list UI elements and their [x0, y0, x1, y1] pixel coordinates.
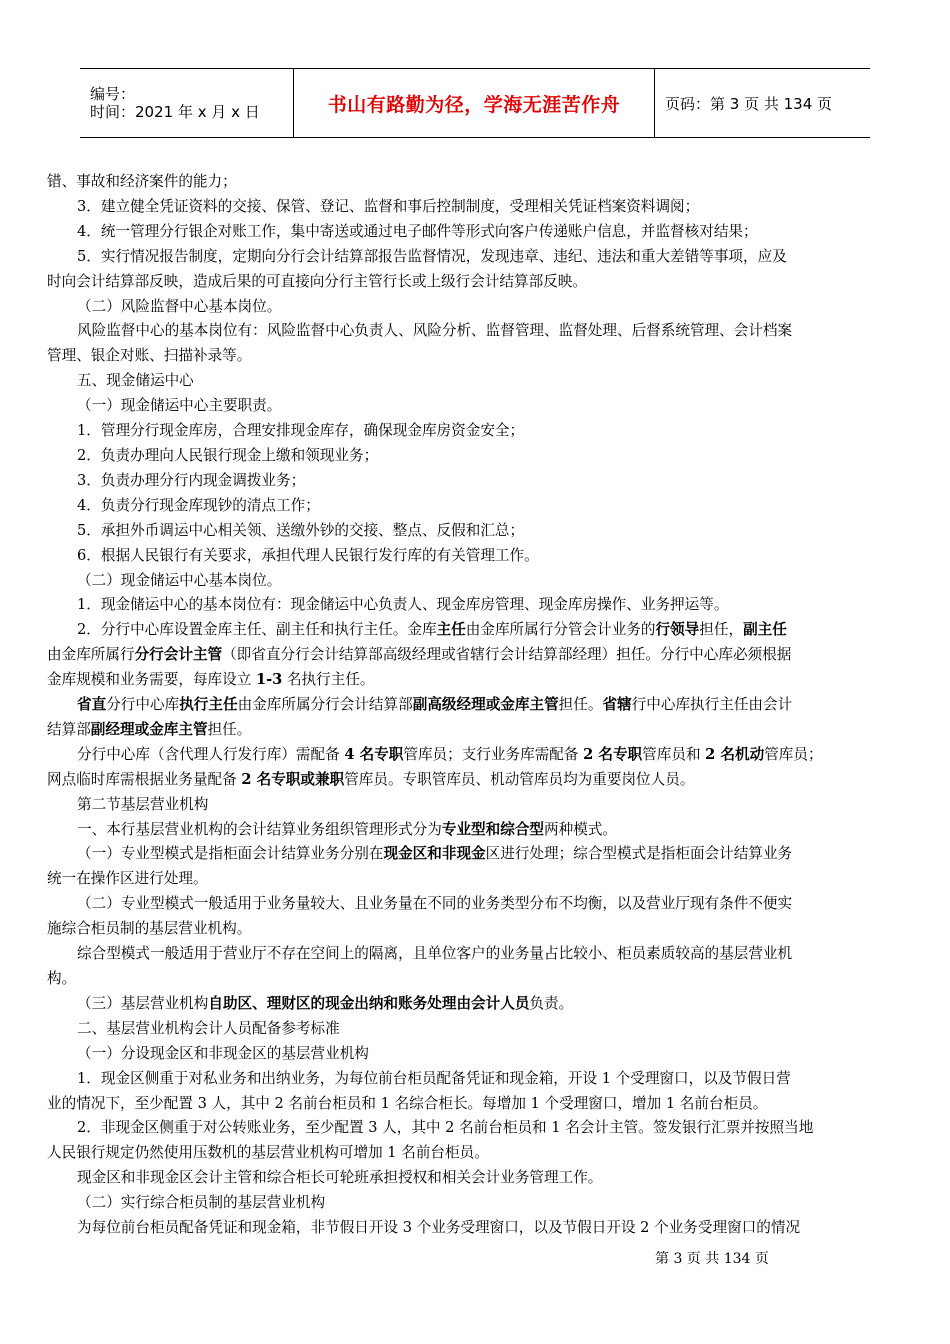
text-line: 构。 [47, 970, 77, 987]
header-page-info: 页码：第 3 页 共 134 页 [665, 94, 833, 113]
text-line: 管理、银企对账、扫描补录等。 [47, 347, 252, 365]
bold-run: 现金区和非现金 [383, 845, 486, 863]
bold-run: 副经理或金库主管 [90, 720, 208, 738]
text-line: 2．非现金区侧重于对公转账业务，至少配置 3 人，其中 2 名前台柜员和 1 名会计主管。签发银行汇票并按照当地 [77, 1119, 814, 1137]
header-page-info-cell [655, 69, 870, 137]
section-heading: （一）现金储运中心主要职责。 [77, 397, 282, 415]
bold-run: 副高级经理或金库主管 [412, 696, 559, 714]
text-run: （三）基层营业机构 [77, 994, 209, 1012]
text-line [47, 743, 907, 768]
section-heading: （一）分设现金区和非现金区的基层营业机构 [77, 1044, 369, 1062]
section-heading: 二、基层营业机构会计人员配备参考标准 [77, 1019, 340, 1037]
text-line: 2．负责办理向人民银行现金上缴和领现业务； [77, 446, 379, 464]
text-line [47, 693, 907, 718]
text-line: （二）专业型模式一般适用于业务量较大、且业务量在不同的业务类型分布不均衡，以及营业厅现有条件不便实 [77, 895, 793, 913]
text-run: 担任， [699, 621, 744, 639]
text-line: 5．实行情况报告制度，定期向分行会计结算部报告监督情况，发现违章、违纪、违法和重大差错等事项，应及 [77, 247, 787, 265]
text-run: 网点临时库需根据业务量配备 [47, 770, 242, 788]
text-run: （一）专业型模式是指柜面会计结算业务分别在 [77, 845, 384, 863]
text-run: 区进行处理；综合型模式是指柜面会计结算业务 [485, 845, 793, 863]
footer-page-number: 第 3 页 共 134 页 [655, 1251, 769, 1267]
bold-run: 1-3 [255, 671, 283, 689]
text-line: 现金区和非现金区会计主管和综合柜长可轮班承担授权和相关会计业务管理工作。 [77, 1169, 603, 1187]
section-heading: （二）实行综合柜员制的基层营业机构 [77, 1194, 326, 1212]
text-line [47, 718, 907, 743]
text-line [47, 618, 907, 643]
text-line: 5．承担外币调运中心相关领、送缴外钞的交接、整点、反假和汇总； [77, 521, 525, 539]
doc-time-label: 时间：2021 年 x 月 x 日 [90, 103, 260, 121]
header-motto: 书山有路勤为径，学海无涯苦作舟 [327, 93, 621, 116]
text-line: 时向会计结算部反映，造成后果的可直接向分行主管行长或上级行会计结算部反映。 [47, 272, 587, 290]
text-run: 管库员；支行业务库需配备 [403, 745, 584, 763]
bold-run: 行领导 [655, 621, 700, 639]
text-line [47, 643, 907, 668]
text-run: 行中心库执行主任由会计 [631, 696, 793, 714]
text-run: 负责。 [529, 994, 574, 1012]
text-run: 分行中心库 [106, 696, 180, 714]
text-run: 一、本行基层营业机构的会计结算业务组织管理形式分为 [77, 820, 442, 838]
text-line: 综合型模式一般适用于营业厅不存在空间上的隔离，且单位客户的业务量占比较小、柜员素质较高的基层营业机 [77, 945, 793, 963]
text-line: 4．负责分行现金库现钞的清点工作； [77, 496, 320, 514]
text-run: 由金库所属行 [47, 646, 135, 664]
bold-run: 自助区、理财区的现金出纳和账务处理由会计人员 [208, 994, 530, 1012]
text-line: 错、事故和经济案件的能力； [47, 173, 237, 190]
document-body [47, 170, 907, 1241]
text-run: 担任。 [558, 696, 603, 714]
text-line: 1．现金区侧重于对私业务和出纳业务，为每位前台柜员配备凭证和现金箱，开设 1 个受理窗口，以及节假日营 [77, 1069, 791, 1087]
text-run: 名执行主任。 [282, 671, 375, 689]
text-line: 4．统一管理分行银企对账工作，集中寄送或通过电子邮件等形式向客户传递账户信息，并监督核对结果； [77, 222, 758, 240]
text-run: （即省直分行会计结算部高级经理或省辖行会计结算部经理）担任。分行中心库必须根据 [222, 646, 792, 664]
page-header [80, 68, 870, 138]
text-run: 由金库所属分行会计结算部 [237, 696, 413, 714]
header-motto-cell [293, 69, 655, 137]
text-line: 1．管理分行现金库房，合理安排现金库存，确保现金库房资金安全； [77, 422, 525, 440]
text-run: 结算部 [47, 720, 91, 738]
text-run: 管库员。专职管库员、机动管库员均为重要岗位人员。 [344, 770, 695, 788]
text-line [47, 818, 907, 843]
text-run: 金库规模和业务需要，每库设立 [47, 671, 256, 689]
text-line: 业的情况下，至少配置 3 人，其中 2 名前台柜员和 1 名综合柜长。每增加 1 个受理窗口，增加 1 名前台柜员。 [47, 1094, 768, 1112]
bold-run: 专业型和综合型 [441, 820, 545, 838]
page-footer [655, 1248, 769, 1268]
text-run: 分行中心库（含代理人行发行库）需配备 [77, 745, 345, 763]
text-run: 2．分行中心库设置金库主任、副主任和执行主任。金库 [77, 621, 437, 639]
text-line: 1．现金储运中心的基本岗位有：现金储运中心负责人、现金库房管理、现金库房操作、业务押运等。 [77, 596, 729, 614]
doc-number-label: 编号： [90, 85, 136, 103]
text-line: 施综合柜员制的基层营业机构。 [47, 920, 252, 938]
text-run: 由金库所属行分管会计业务的 [465, 621, 656, 639]
section-heading: （二）现金储运中心基本岗位。 [77, 571, 282, 589]
text-run: 管库员和 [642, 745, 706, 763]
bold-run: 分行会计主管 [134, 646, 223, 664]
header-meta [80, 69, 293, 137]
text-run: 两种模式。 [544, 820, 618, 838]
text-line: 风险监督中心的基本岗位有：风险监督中心负责人、风险分析、监督管理、监督处理、后督系统管理、会计档案 [77, 322, 793, 340]
text-line: 统一在操作区进行处理。 [47, 870, 208, 888]
text-line: 3．负责办理分行内现金调拨业务； [77, 471, 306, 489]
text-line: 人民银行规定仍然使用压数机的基层营业机构可增加 1 名前台柜员。 [47, 1144, 489, 1162]
bold-run: 主任 [436, 621, 466, 639]
section-heading: 五、现金储运中心 [77, 372, 194, 390]
bold-run: 2 名专职或兼职 [241, 770, 345, 788]
text-line: 3．建立健全凭证资料的交接、保管、登记、监督和事后控制制度，受理相关凭证档案资料调阅； [77, 197, 700, 215]
text-line [47, 668, 907, 693]
bold-run: 执行主任 [179, 696, 238, 714]
bold-run: 4 名专职 [344, 745, 404, 763]
text-line: 为每位前台柜员配备凭证和现金箱，非节假日开设 3 个业务受理窗口，以及节假日开设 2 个业务受理窗口的情况 [77, 1219, 801, 1237]
text-line: 6．根据人民银行有关要求，承担代理人民银行发行库的有关管理工作。 [77, 546, 539, 564]
bold-run: 2 名机动 [705, 745, 765, 763]
section-heading: （二）风险监督中心基本岗位。 [77, 297, 282, 315]
text-line [47, 768, 907, 793]
text-run: 担任。 [207, 720, 252, 738]
section-heading: 第二节基层营业机构 [77, 795, 209, 813]
bold-run: 省辖 [602, 696, 632, 714]
bold-run: 副主任 [743, 621, 787, 639]
bold-run: 2 名专职 [583, 745, 643, 763]
text-line [47, 842, 907, 867]
text-run: 管库员； [764, 745, 823, 763]
bold-run: 省直 [77, 696, 107, 714]
text-line [47, 992, 907, 1017]
